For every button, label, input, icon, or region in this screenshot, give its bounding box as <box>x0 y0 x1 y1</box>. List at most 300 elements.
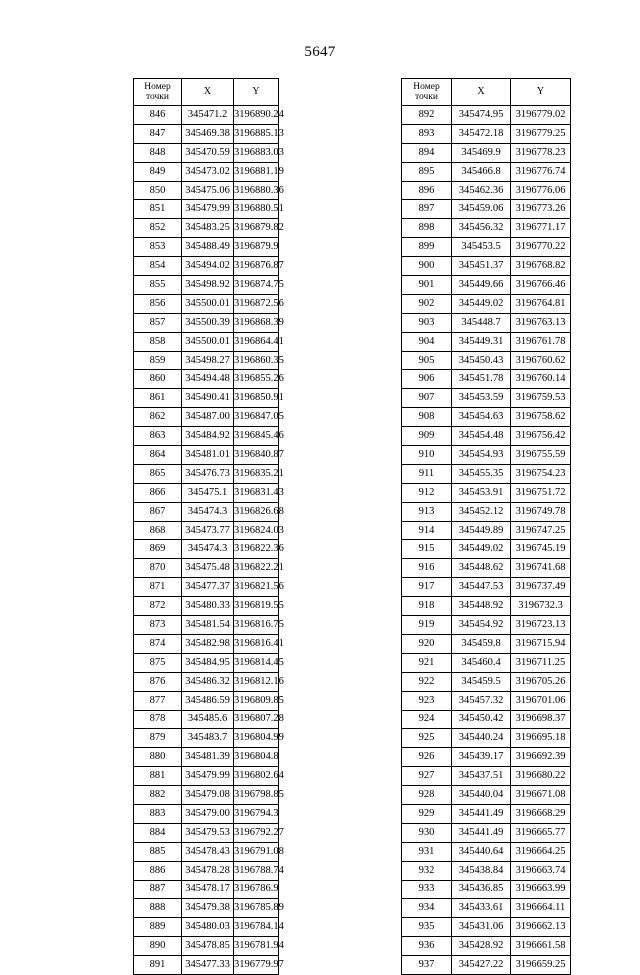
x-cell: 345477.33 <box>182 956 234 975</box>
table-row <box>134 370 279 389</box>
point-number-cell: 895 <box>402 162 452 181</box>
y-cell: 3196807.28 <box>234 710 279 729</box>
table-row <box>134 899 279 918</box>
x-cell: 345453.5 <box>452 238 511 257</box>
x-cell: 345451.37 <box>452 257 511 276</box>
y-cell: 3196776.74 <box>511 162 571 181</box>
table-row <box>134 143 279 162</box>
point-number-cell: 859 <box>134 351 182 370</box>
y-cell: 3196732.3 <box>511 597 571 616</box>
point-number-cell: 927 <box>402 767 452 786</box>
table-row <box>402 918 571 937</box>
y-cell: 3196824.03 <box>234 521 279 540</box>
point-number-cell: 910 <box>402 446 452 465</box>
y-cell: 3196737.49 <box>511 578 571 597</box>
table-row <box>134 257 279 276</box>
point-number-header <box>402 79 452 106</box>
table-row <box>134 559 279 578</box>
table-row <box>134 238 279 257</box>
y-cell: 3196768.82 <box>511 257 571 276</box>
table-row <box>402 464 571 483</box>
y-cell: 3196771.17 <box>511 219 571 238</box>
x-cell: 345486.32 <box>182 672 234 691</box>
point-number-cell: 866 <box>134 483 182 502</box>
x-cell: 345476.73 <box>182 464 234 483</box>
x-cell: 345427.22 <box>452 956 511 975</box>
point-number-cell: 903 <box>402 313 452 332</box>
y-cell: 3196885.13 <box>234 124 279 143</box>
table-row <box>402 238 571 257</box>
y-cell: 3196879.9 <box>234 238 279 257</box>
point-number-cell: 913 <box>402 502 452 521</box>
y-cell: 3196781.94 <box>234 937 279 956</box>
y-cell: 3196791.08 <box>234 842 279 861</box>
x-cell: 345454.63 <box>452 408 511 427</box>
table-row <box>402 899 571 918</box>
table-row <box>134 181 279 200</box>
point-number-cell: 918 <box>402 597 452 616</box>
y-cell: 3196760.62 <box>511 351 571 370</box>
y-cell: 3196826.68 <box>234 502 279 521</box>
point-number-cell: 848 <box>134 143 182 162</box>
y-cell: 3196785.89 <box>234 899 279 918</box>
point-number-cell: 922 <box>402 672 452 691</box>
x-cell: 345479.53 <box>182 823 234 842</box>
x-cell: 345439.17 <box>452 748 511 767</box>
point-number-cell: 867 <box>134 502 182 521</box>
x-cell: 345438.84 <box>452 861 511 880</box>
y-cell: 3196747.25 <box>511 521 571 540</box>
table-row <box>134 861 279 880</box>
y-cell: 3196881.19 <box>234 162 279 181</box>
x-cell: 345479.99 <box>182 200 234 219</box>
table-row <box>134 313 279 332</box>
x-cell: 345441.49 <box>452 823 511 842</box>
y-cell: 3196850.91 <box>234 389 279 408</box>
y-cell: 3196819.55 <box>234 597 279 616</box>
point-number-cell: 868 <box>134 521 182 540</box>
point-number-cell: 900 <box>402 257 452 276</box>
table-row <box>134 464 279 483</box>
table-row <box>402 956 571 975</box>
table-row <box>134 219 279 238</box>
point-number-header-line2: точки <box>145 92 169 102</box>
y-cell: 3196788.74 <box>234 861 279 880</box>
x-cell: 345462.36 <box>452 181 511 200</box>
point-number-cell: 911 <box>402 464 452 483</box>
point-number-cell: 928 <box>402 786 452 805</box>
table-row <box>402 276 571 295</box>
x-cell: 345479.99 <box>182 767 234 786</box>
y-cell: 3196864.41 <box>234 332 279 351</box>
table-row <box>134 483 279 502</box>
table-row <box>134 294 279 313</box>
point-number-cell: 854 <box>134 257 182 276</box>
table-row <box>402 823 571 842</box>
x-cell: 345441.49 <box>452 804 511 823</box>
point-number-cell: 925 <box>402 729 452 748</box>
table-row <box>402 143 571 162</box>
y-cell: 3196715.94 <box>511 634 571 653</box>
y-cell: 3196754.23 <box>511 464 571 483</box>
point-number-cell: 886 <box>134 861 182 880</box>
y-cell: 3196822.36 <box>234 540 279 559</box>
x-cell: 345484.95 <box>182 653 234 672</box>
x-cell: 345470.59 <box>182 143 234 162</box>
y-header: Y <box>511 79 571 106</box>
x-cell: 345449.66 <box>452 276 511 295</box>
x-cell: 345490.41 <box>182 389 234 408</box>
y-cell: 3196711.25 <box>511 653 571 672</box>
table-row <box>402 200 571 219</box>
table-row <box>402 446 571 465</box>
x-cell: 345485.6 <box>182 710 234 729</box>
y-cell: 3196798.85 <box>234 786 279 805</box>
point-number-cell: 926 <box>402 748 452 767</box>
table-row <box>402 389 571 408</box>
coordinates-table-right <box>401 78 571 975</box>
x-cell: 345449.02 <box>452 540 511 559</box>
y-cell: 3196814.45 <box>234 653 279 672</box>
table-row <box>402 578 571 597</box>
x-cell: 345479.08 <box>182 786 234 805</box>
x-cell: 345447.53 <box>452 578 511 597</box>
x-cell: 345474.3 <box>182 540 234 559</box>
y-cell: 3196840.87 <box>234 446 279 465</box>
point-number-cell: 861 <box>134 389 182 408</box>
table-row <box>134 389 279 408</box>
table-row <box>134 937 279 956</box>
table-row <box>402 804 571 823</box>
table-row <box>402 729 571 748</box>
x-cell: 345449.31 <box>452 332 511 351</box>
x-cell: 345454.48 <box>452 427 511 446</box>
table-row <box>134 918 279 937</box>
x-cell: 345448.92 <box>452 597 511 616</box>
table-row <box>134 691 279 710</box>
point-number-cell: 934 <box>402 899 452 918</box>
table-row <box>134 427 279 446</box>
table-row <box>134 748 279 767</box>
point-number-cell: 856 <box>134 294 182 313</box>
y-cell: 3196890.24 <box>234 106 279 125</box>
point-number-header <box>134 79 182 106</box>
y-cell: 3196749.78 <box>511 502 571 521</box>
table-row <box>402 313 571 332</box>
y-cell: 3196860.35 <box>234 351 279 370</box>
point-number-cell: 931 <box>402 842 452 861</box>
point-number-cell: 901 <box>402 276 452 295</box>
table-row <box>402 653 571 672</box>
x-cell: 345449.02 <box>452 294 511 313</box>
point-number-cell: 863 <box>134 427 182 446</box>
point-number-cell: 933 <box>402 880 452 899</box>
y-cell: 3196770.22 <box>511 238 571 257</box>
x-cell: 345482.98 <box>182 634 234 653</box>
point-number-cell: 889 <box>134 918 182 937</box>
x-cell: 345451.78 <box>452 370 511 389</box>
table-row <box>134 956 279 975</box>
table-row <box>402 767 571 786</box>
point-number-cell: 916 <box>402 559 452 578</box>
table-row <box>402 880 571 899</box>
point-number-cell: 917 <box>402 578 452 597</box>
y-cell: 3196664.25 <box>511 842 571 861</box>
y-cell: 3196874.75 <box>234 276 279 295</box>
y-cell: 3196831.43 <box>234 483 279 502</box>
x-cell: 345494.48 <box>182 370 234 389</box>
page-number: 5647 <box>304 44 336 60</box>
y-cell: 3196705.26 <box>511 672 571 691</box>
x-cell: 345481.39 <box>182 748 234 767</box>
table-row <box>134 276 279 295</box>
y-cell: 3196794.3 <box>234 804 279 823</box>
table-row <box>134 634 279 653</box>
table-row <box>134 597 279 616</box>
point-number-cell: 898 <box>402 219 452 238</box>
table-row <box>134 729 279 748</box>
point-number-cell: 902 <box>402 294 452 313</box>
x-cell: 345440.64 <box>452 842 511 861</box>
x-cell: 345453.91 <box>452 483 511 502</box>
table-row <box>402 106 571 125</box>
y-cell: 3196880.36 <box>234 181 279 200</box>
point-number-cell: 878 <box>134 710 182 729</box>
x-cell: 345480.03 <box>182 918 234 937</box>
table-row <box>134 880 279 899</box>
point-number-cell: 924 <box>402 710 452 729</box>
x-cell: 345428.92 <box>452 937 511 956</box>
y-cell: 3196671.08 <box>511 786 571 805</box>
table-row <box>134 710 279 729</box>
y-cell: 3196745.19 <box>511 540 571 559</box>
x-cell: 345478.85 <box>182 937 234 956</box>
point-number-cell: 851 <box>134 200 182 219</box>
x-cell: 345459.8 <box>452 634 511 653</box>
point-number-cell: 923 <box>402 691 452 710</box>
x-cell: 345440.04 <box>452 786 511 805</box>
table-row <box>134 842 279 861</box>
x-cell: 345469.38 <box>182 124 234 143</box>
y-cell: 3196809.85 <box>234 691 279 710</box>
point-number-cell: 862 <box>134 408 182 427</box>
point-number-cell: 888 <box>134 899 182 918</box>
table-row <box>402 937 571 956</box>
y-cell: 3196723.13 <box>511 616 571 635</box>
table-row <box>402 427 571 446</box>
x-cell: 345483.7 <box>182 729 234 748</box>
x-header: X <box>182 79 234 106</box>
point-number-cell: 882 <box>134 786 182 805</box>
x-cell: 345481.01 <box>182 446 234 465</box>
y-cell: 3196784.14 <box>234 918 279 937</box>
x-cell: 345478.17 <box>182 880 234 899</box>
x-cell: 345474.3 <box>182 502 234 521</box>
x-cell: 345475.48 <box>182 559 234 578</box>
table-row <box>134 786 279 805</box>
x-cell: 345500.39 <box>182 313 234 332</box>
y-cell: 3196763.13 <box>511 313 571 332</box>
point-number-cell: 905 <box>402 351 452 370</box>
x-cell: 345494.02 <box>182 257 234 276</box>
point-number-cell: 930 <box>402 823 452 842</box>
table-row <box>402 124 571 143</box>
x-cell: 345448.62 <box>452 559 511 578</box>
y-cell: 3196835.21 <box>234 464 279 483</box>
point-number-cell: 850 <box>134 181 182 200</box>
y-cell: 3196778.23 <box>511 143 571 162</box>
y-cell: 3196868.39 <box>234 313 279 332</box>
y-cell: 3196766.46 <box>511 276 571 295</box>
table-row <box>134 804 279 823</box>
table-row <box>134 502 279 521</box>
y-cell: 3196847.05 <box>234 408 279 427</box>
y-cell: 3196821.56 <box>234 578 279 597</box>
x-cell: 345483.25 <box>182 219 234 238</box>
y-cell: 3196663.74 <box>511 861 571 880</box>
x-cell: 345455.35 <box>452 464 511 483</box>
table-row <box>402 162 571 181</box>
table-row <box>402 257 571 276</box>
table-row <box>402 181 571 200</box>
x-cell: 345436.85 <box>452 880 511 899</box>
table-row <box>402 634 571 653</box>
y-cell: 3196880.51 <box>234 200 279 219</box>
table-row <box>134 162 279 181</box>
x-cell: 345487.00 <box>182 408 234 427</box>
y-cell: 3196698.37 <box>511 710 571 729</box>
x-cell: 345466.8 <box>452 162 511 181</box>
x-cell: 345488.49 <box>182 238 234 257</box>
x-cell: 345469.9 <box>452 143 511 162</box>
y-cell: 3196758.62 <box>511 408 571 427</box>
y-cell: 3196812.16 <box>234 672 279 691</box>
point-number-cell: 887 <box>134 880 182 899</box>
point-number-cell: 858 <box>134 332 182 351</box>
y-cell: 3196845.46 <box>234 427 279 446</box>
y-cell: 3196816.75 <box>234 616 279 635</box>
point-number-cell: 921 <box>402 653 452 672</box>
y-cell: 3196659.25 <box>511 956 571 975</box>
x-cell: 345478.28 <box>182 861 234 880</box>
x-cell: 345475.1 <box>182 483 234 502</box>
x-cell: 345486.59 <box>182 691 234 710</box>
x-cell: 345440.24 <box>452 729 511 748</box>
y-cell: 3196741.68 <box>511 559 571 578</box>
point-number-cell: 915 <box>402 540 452 559</box>
coordinates-body-left <box>134 106 284 975</box>
table-row <box>402 861 571 880</box>
y-cell: 3196760.14 <box>511 370 571 389</box>
y-cell: 3196776.06 <box>511 181 571 200</box>
x-cell: 345459.06 <box>452 200 511 219</box>
point-number-cell: 904 <box>402 332 452 351</box>
point-number-cell: 885 <box>134 842 182 861</box>
y-cell: 3196804.8 <box>234 748 279 767</box>
y-cell: 3196756.42 <box>511 427 571 446</box>
point-number-cell: 884 <box>134 823 182 842</box>
table-row <box>402 332 571 351</box>
y-cell: 3196779.02 <box>511 106 571 125</box>
table-header-row <box>134 79 279 106</box>
table-row <box>402 559 571 578</box>
table-row <box>402 691 571 710</box>
point-number-cell: 869 <box>134 540 182 559</box>
x-cell: 345484.92 <box>182 427 234 446</box>
x-cell: 345478.43 <box>182 842 234 861</box>
table-row <box>134 616 279 635</box>
x-cell: 345479.38 <box>182 899 234 918</box>
y-cell: 3196701.06 <box>511 691 571 710</box>
point-number-cell: 909 <box>402 427 452 446</box>
x-cell: 345450.42 <box>452 710 511 729</box>
x-cell: 345453.59 <box>452 389 511 408</box>
x-cell: 345473.77 <box>182 521 234 540</box>
point-number-cell: 890 <box>134 937 182 956</box>
point-number-cell: 846 <box>134 106 182 125</box>
y-cell: 3196883.03 <box>234 143 279 162</box>
table-row <box>134 672 279 691</box>
x-cell: 345481.54 <box>182 616 234 635</box>
point-number-cell: 896 <box>402 181 452 200</box>
point-number-cell: 894 <box>402 143 452 162</box>
x-cell: 345452.12 <box>452 502 511 521</box>
point-number-cell: 847 <box>134 124 182 143</box>
table-row <box>402 842 571 861</box>
table-row <box>134 106 279 125</box>
point-number-cell: 874 <box>134 634 182 653</box>
point-number-cell: 891 <box>134 956 182 975</box>
y-cell: 3196692.39 <box>511 748 571 767</box>
point-number-cell: 875 <box>134 653 182 672</box>
point-number-cell: 853 <box>134 238 182 257</box>
x-cell: 345459.5 <box>452 672 511 691</box>
y-cell: 3196664.11 <box>511 899 571 918</box>
point-number-header-line2: точки <box>414 92 438 102</box>
x-cell: 345480.33 <box>182 597 234 616</box>
point-number-cell: 936 <box>402 937 452 956</box>
coordinates-body-right <box>402 106 571 975</box>
point-number-cell: 860 <box>134 370 182 389</box>
x-cell: 345454.92 <box>452 616 511 635</box>
point-number-cell: 879 <box>134 729 182 748</box>
x-cell: 345475.06 <box>182 181 234 200</box>
table-row <box>134 332 279 351</box>
x-cell: 345472.18 <box>452 124 511 143</box>
table-row <box>134 653 279 672</box>
y-cell: 3196663.99 <box>511 880 571 899</box>
y-cell: 3196761.78 <box>511 332 571 351</box>
y-cell: 3196661.58 <box>511 937 571 956</box>
table-row <box>134 200 279 219</box>
point-number-cell: 935 <box>402 918 452 937</box>
x-cell: 345450.43 <box>452 351 511 370</box>
x-cell: 345471.2 <box>182 106 234 125</box>
x-cell: 345500.01 <box>182 294 234 313</box>
point-number-cell: 929 <box>402 804 452 823</box>
point-number-cell: 908 <box>402 408 452 427</box>
table-row <box>402 710 571 729</box>
table-row <box>402 786 571 805</box>
point-number-cell: 899 <box>402 238 452 257</box>
x-cell: 345449.89 <box>452 521 511 540</box>
table-row <box>402 748 571 767</box>
table-row <box>402 502 571 521</box>
y-cell: 3196792.27 <box>234 823 279 842</box>
x-cell: 345498.92 <box>182 276 234 295</box>
coordinates-table-left <box>133 78 284 975</box>
x-cell: 345457.32 <box>452 691 511 710</box>
